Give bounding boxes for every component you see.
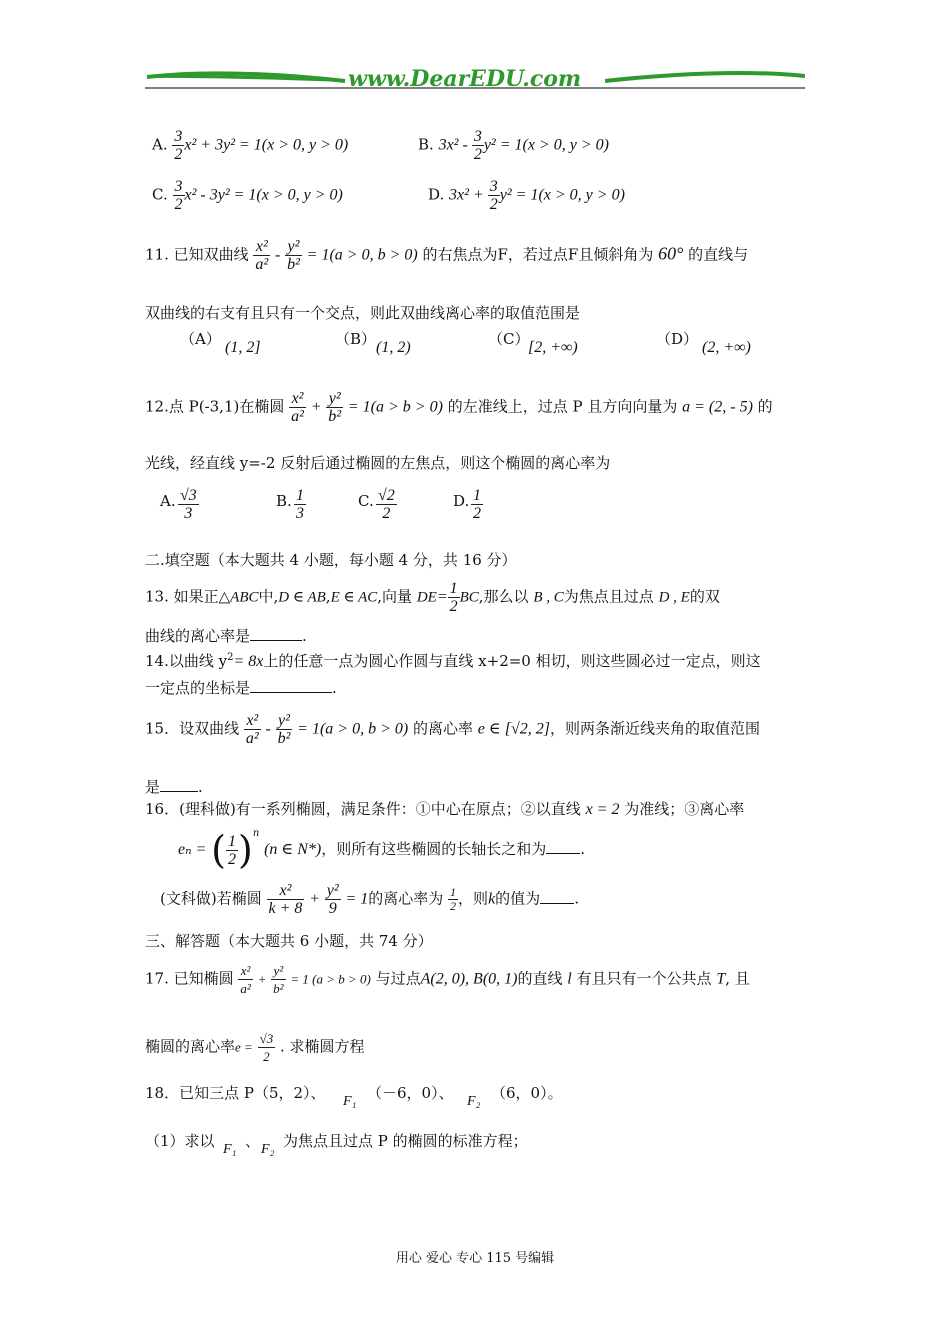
q15-e-range: e ∈ [√2, 2]	[477, 720, 550, 738]
q10-option-d-expr: 3x² +	[449, 186, 488, 204]
q17-cond: = 1 (a > b > 0)	[290, 971, 371, 987]
q16-wen-end: .	[574, 889, 579, 908]
q15-end: .	[198, 778, 203, 796]
q16-wen-eq: = 1	[345, 890, 369, 908]
q16-directrix: x = 2	[585, 801, 620, 818]
q15-text-c: ，则两条渐近线夹角的取值范围	[549, 719, 760, 738]
q10-option-c-frac: $\frac{3}{2}$	[174, 178, 183, 213]
q16-answer-blank[interactable]	[546, 853, 580, 854]
q13-text-d: ,那么以	[478, 587, 529, 606]
q10-option-c-label: C.	[152, 185, 168, 204]
q16-end: .	[580, 840, 586, 858]
q12-vector: a = (2, - 5)	[682, 398, 753, 416]
q11-opt-c-value: [2, +∞)	[528, 339, 578, 356]
q11-opt-a-value: (1, 2]	[225, 339, 261, 356]
q15-frac-x: $\frac{\text{x²}}{\text{a²}}$	[245, 712, 259, 747]
q11-angle: 60°	[658, 243, 684, 264]
q12-opt-a-frac: $\frac{√3}{3}$	[180, 487, 197, 522]
section-2-heading: 二.填空题（本大题共 4 小题，每小题 4 分，共 16 分）	[145, 551, 517, 569]
q13-de: DE	[416, 589, 437, 606]
q12-frac-x: $\frac{\text{x²}}{\text{a²}}$	[291, 390, 304, 425]
q10-option-d-label: D.	[428, 185, 445, 204]
q15-frac-y: $\frac{\text{y²}}{\text{b²}}$	[277, 712, 291, 747]
q13-text-b: 中,	[258, 587, 279, 606]
header-logo	[145, 64, 805, 98]
q13-line2-text: 曲线的离心率是	[145, 627, 251, 645]
q13-line1	[145, 580, 720, 615]
q14-line2-text: 一定点的坐标是	[145, 679, 251, 697]
q14-end: .	[332, 679, 337, 697]
q17-text-c: 的直线	[517, 969, 563, 988]
q12-opt-b-frac: $\frac{1}{3}$	[296, 487, 304, 522]
q10-option-b-expr: 3x² -	[438, 136, 472, 154]
q13-end: .	[302, 627, 307, 645]
q18-part1-f2: F₂	[261, 1142, 275, 1157]
q16-text-c: ，则所有这些椭圆的长轴长之和为	[321, 840, 547, 858]
q10-option-b-expr2: y² = 1(x > 0, y > 0)	[483, 136, 609, 154]
q17-frac-y: $\frac{\text{y²}}{\text{b²}}$	[273, 963, 284, 996]
q15-line2	[145, 776, 203, 797]
q15-line1: 15．设双曲线 $\frac{\text{x²}}{\text{a²}}$ - $\frac{\text{y²}}{\text{b²}}$ = 1(a > 0, b > 0) 的离心率 e ∈ [√2, 2]，则两条渐近线夹角的取值范围	[145, 712, 760, 747]
q17-text-b: 与过点	[375, 969, 421, 988]
q10-option-c-expr: x² - 3y² = 1(x > 0, y > 0)	[184, 186, 343, 204]
q13-text-a: 13. 如果正△	[145, 587, 231, 606]
q10-option-a-expr: x² + 3y² = 1(x > 0, y > 0)	[184, 136, 349, 154]
q18-line1	[145, 1082, 665, 1112]
q18-part1-c: 为焦点且过点 P 的椭圆的标准方程；	[283, 1132, 528, 1150]
q11-opt-c-label: （C）	[488, 330, 530, 348]
q18-text-b: （－6，0）、	[367, 1084, 454, 1102]
q11-line1: 11. 已知双曲线 $\frac{\text{x²}}{\text{a²}}$ - $\frac{\text{y²}}{\text{b²}}$ = 1(a > 0, b > 0) 的右焦点为F，若过点F且倾斜角为 60° 的直线与	[145, 238, 749, 273]
q11-opt-d-value: (2, +∞)	[702, 339, 751, 356]
q10-option-d	[428, 178, 625, 213]
q10-option-c	[152, 178, 343, 213]
q12-opt-d-frac: $\frac{1}{2}$	[473, 487, 481, 522]
q16-text-b: 为准线；③离心率	[624, 800, 745, 818]
q13-text-c: ,向量	[377, 587, 413, 606]
q18-f2: F₂	[467, 1094, 481, 1109]
q17-e-eq: e =	[235, 1039, 253, 1055]
q16-half: $\frac{1}{2}$	[228, 832, 236, 868]
q17-t: T	[716, 970, 726, 988]
q16-line2: eₙ = ( $\frac{1}{2}$ )$^n$ (n ∈ N*)，则所有这些椭圆的长轴长之和为 .	[178, 828, 586, 872]
q15-answer-blank[interactable]	[160, 791, 198, 792]
q12-line1: 12.点 P(-3,1)在椭圆 $\frac{\text{x²}}{\text{a²}}$ + $\frac{\text{y²}}{\text{b²}}$ = 1(a > b > 0) 的左准线上，过点 P 且方向向量为 a = (2, - 5) 的	[145, 390, 773, 425]
q12-line2: 光线，经直线 y=-2 反射后通过椭圆的左焦点，则这个椭圆的离心率为	[145, 454, 611, 472]
q11-suffix2: 的直线与	[688, 245, 749, 264]
q17-e-frac: $\frac{√3}{2}$	[259, 1031, 274, 1064]
q18-part1-b: 、	[245, 1132, 261, 1150]
q12-opt-d-label: D.	[453, 492, 470, 510]
q12-frac-y: $\frac{\text{y²}}{\text{b²}}$	[328, 390, 342, 425]
q17-l: l	[567, 970, 572, 988]
q11-options	[180, 328, 820, 362]
q10-option-b-label: B.	[418, 135, 434, 154]
q16-wen-c: ，则	[458, 889, 489, 908]
q18-text-c: （6，0）。	[491, 1084, 563, 1102]
q12-prefix: 12.点 P(-3,1)在椭圆	[145, 397, 285, 416]
q12-opt-a-label: A.	[160, 492, 176, 510]
q17-frac-x: $\frac{\text{x²}}{\text{a²}}$	[240, 963, 251, 996]
q15-text-b: 的离心率	[412, 719, 473, 738]
q11-opt-d-label: （D）	[656, 330, 699, 348]
q13-half: $\frac{1}{2}$	[449, 580, 458, 615]
q10-option-a-frac: $\frac{3}{2}$	[174, 128, 183, 163]
site-name: www.DearEDU.com	[348, 66, 582, 92]
q15-prefix: 15．设双曲线	[145, 719, 240, 738]
q13-d-in-ab: D ∈ AB	[278, 589, 326, 606]
q13-d-e: D , E	[658, 589, 690, 606]
q11-opt-b-label: （B）	[335, 330, 377, 348]
q14-eq: = 8x	[233, 653, 264, 670]
q12-cond: = 1(a > b > 0)	[347, 398, 443, 416]
q13-text-e: 为焦点且过点	[563, 587, 654, 606]
q11-line2: 双曲线的右支有且只有一个交点，则此双曲线离心率的取值范围是	[145, 304, 581, 322]
q17-points: A(2, 0), B(0, 1)	[420, 970, 518, 988]
q15-cond: = 1(a > 0, b > 0)	[297, 720, 409, 738]
q13-e-in-ac: E ∈ AC	[330, 589, 378, 606]
q11-opt-b-value: (1, 2)	[376, 339, 411, 356]
q12-suffix2: 的	[757, 397, 773, 416]
q16-wen-answer-blank[interactable]	[540, 903, 574, 904]
q14-answer-blank[interactable]	[250, 692, 332, 693]
q11-frac-x: $\frac{\text{x²}}{\text{a²}}$	[255, 238, 269, 273]
q13-b-c: B , C	[533, 589, 564, 606]
q16-wen-d: 的值为	[495, 889, 541, 908]
q12-opt-b-label: B.	[276, 492, 292, 510]
q16-wen-b: 的离心率为	[368, 889, 444, 908]
q15-line2-text: 是	[145, 778, 161, 796]
q12-opt-c-label: C.	[358, 492, 374, 510]
q16-wen-frac-y: $\frac{\text{y²}}{9}$	[326, 882, 339, 917]
q17-line2-text: 椭圆的离心率	[145, 1037, 236, 1056]
q11-opt-a-label: （A）	[180, 330, 221, 348]
q16-text-a: 16．(理科做)有一系列椭圆，满足条件：①中心在原点；②以直线	[145, 800, 581, 818]
q11-prefix: 11. 已知双曲线	[145, 245, 249, 264]
q12-suffix: 的左准线上，过点 P 且方向向量为	[447, 397, 678, 416]
page-footer: 用心 爱心 专心 115 号编辑	[395, 1251, 555, 1266]
q18-f1: F₁	[343, 1094, 357, 1109]
q13-comma: ,	[325, 587, 331, 606]
q14-text-b: 上的任意一点为圆心作圆与直线 x+2=0 相切，则这些圆必过一定点，则这	[263, 652, 761, 670]
q16-line1	[145, 798, 744, 819]
q12-options	[160, 487, 680, 537]
q13-answer-blank[interactable]	[250, 640, 302, 641]
q17-text-f: . 求椭圆方程	[280, 1037, 365, 1056]
q10-option-d-expr2: y² = 1(x > 0, y > 0)	[499, 186, 625, 204]
q16-en: eₙ =	[178, 841, 207, 858]
q17-text-e: , 且	[725, 969, 750, 988]
q13-bc: BC	[459, 589, 479, 606]
q11-frac-y: $\frac{\text{y²}}{\text{b²}}$	[287, 238, 300, 273]
q13-eq: =	[436, 588, 448, 606]
q16-n-cond: (n ∈ N*)	[264, 841, 322, 858]
q11-suffix: 的右焦点为F，若过点F且倾斜角为	[422, 245, 654, 264]
q13-text-f: 的双	[689, 587, 720, 606]
q10-option-d-frac: $\frac{3}{2}$	[489, 178, 498, 213]
q17-text-d: 有且只有一个公共点	[576, 969, 712, 988]
q10-option-a-label: A.	[152, 135, 168, 154]
q12-opt-c-frac: $\frac{√2}{2}$	[378, 487, 395, 522]
q13-abc: ABC	[230, 589, 259, 606]
q14-line2	[145, 677, 337, 698]
q17-line2	[145, 1030, 365, 1065]
q10-option-a	[152, 128, 348, 163]
q17-line1: 17. 已知椭圆 $\frac{\text{x²}}{\text{a²}}$ + $\frac{\text{y²}}{\text{b²}}$ = 1 (a > b > 0) 与过点A(2, 0), B(0, 1)的直线 l 有且只有一个公共点 T, 且	[145, 963, 750, 996]
q16-k: k	[488, 890, 496, 908]
q18-text-a: 18．已知三点 P（5，2）、	[145, 1084, 326, 1102]
q17-prefix: 17. 已知椭圆	[145, 969, 234, 988]
q13-line2	[145, 625, 307, 646]
q18-part1-f1: F₁	[223, 1142, 237, 1157]
q18-part1	[145, 1130, 665, 1160]
q16-wen-half: $\frac{1}{2}$	[450, 885, 457, 913]
q16-wen-line: (文科做)若椭圆 $\frac{\text{x²}}{k + 8}$ + $\frac{\text{y²}}{9}$ = 1的离心率为 $\frac{1}{2}$ ，则k的值为 .	[160, 882, 579, 917]
q14-text-a: 14.以曲线 y	[145, 652, 228, 670]
q10-option-b-frac: $\frac{3}{2}$	[473, 128, 482, 163]
section-3-heading: 三、解答题（本大题共 6 小题，共 74 分）	[145, 932, 433, 950]
q11-cond: = 1(a > 0, b > 0)	[306, 246, 418, 264]
q16-wen-a: (文科做)若椭圆	[160, 889, 262, 908]
q14-line1: 14.以曲线 $y^2= 8x$上的任意一点为圆心作圆与直线 x+2=0 相切，则这些圆必过一定点，则这	[145, 652, 761, 670]
q16-wen-frac-x: $\frac{\text{x²}}{k + 8}$	[268, 882, 303, 917]
q18-part1-a: （1）求以	[145, 1132, 215, 1150]
q10-option-b	[418, 128, 609, 163]
